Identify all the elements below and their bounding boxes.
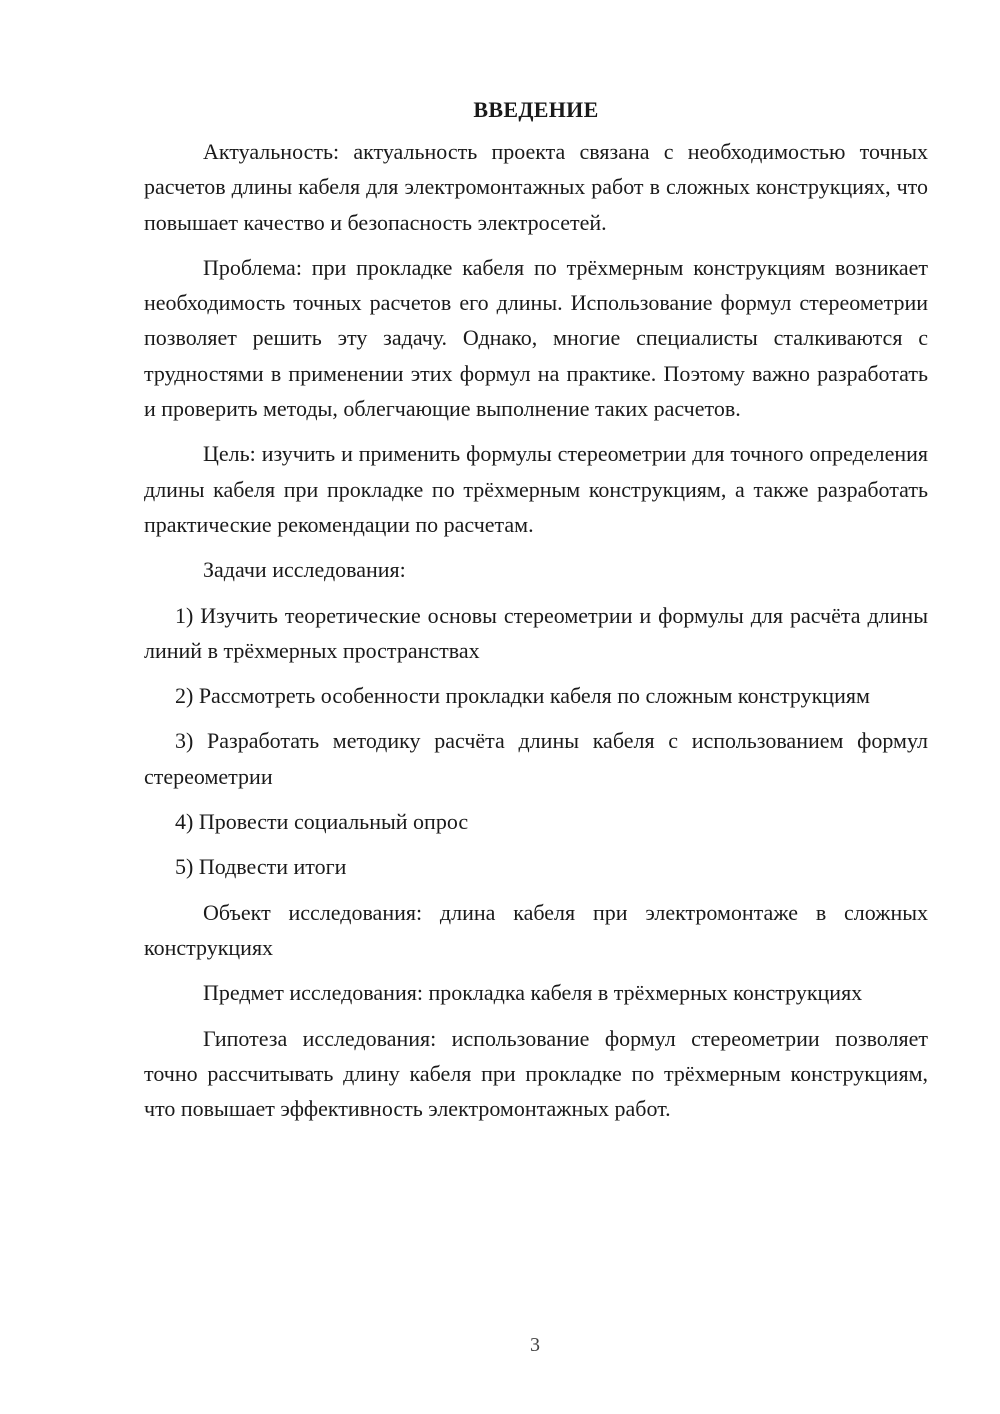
task-item-3: 3) Разработать методику расчёта длины кабеля с использованием формул стереометрии [144,728,928,789]
task-item-2: 2) Рассмотреть особенности прокладки кабеля по сложным конструкциям [175,683,870,709]
task-item-5: 5) Подвести итоги [175,854,347,880]
relevance-paragraph: Актуальность: актуальность проекта связана с необходимостью точных расчетов длины кабеля для электромонтажных работ в сложных конструкциях, что повышает качество и безопасность электросетей. [144,139,928,235]
subject-paragraph: Предмет исследования: прокладка кабеля в трёхмерных конструкциях [203,980,863,1006]
task-item-1: 1) Изучить теоретические основы стереометрии и формулы для расчёта длины линий в трёхмерных пространствах [144,602,928,663]
task-item-4: 4) Провести социальный опрос [175,809,469,835]
problem-paragraph: Проблема: при прокладке кабеля по трёхмерным конструкциям возникает необходимость точных расчетов его длины. Использование формул стереометрии позволяет решить эту задачу. Однако, многие специалисты сталкиваются с трудностями в применении этих формул на практике. Поэтому важно разработать и проверить методы, облегчающие выполнение таких расчетов. [144,254,928,422]
document-page [144,92,928,1136]
page-number: 3 [530,1334,540,1356]
object-paragraph: Объект исследования: длина кабеля при электромонтаже в сложных конструкциях [144,899,928,960]
tasks-heading: Задачи исследования: [203,557,406,583]
hypothesis-paragraph: Гипотеза исследования: использование формул стереометрии позволяет точно рассчитывать длину кабеля при прокладке по трёхмерным конструкциям, что повышает эффективность электромонтажных работ. [144,1025,928,1122]
section-title: ВВЕДЕНИЕ [473,97,599,122]
goal-paragraph: Цель: изучить и применить формулы стереометрии для точного определения длины кабеля при прокладке по трёхмерным конструкциям, а также разработать практические рекомендации по расчетам. [144,441,928,537]
